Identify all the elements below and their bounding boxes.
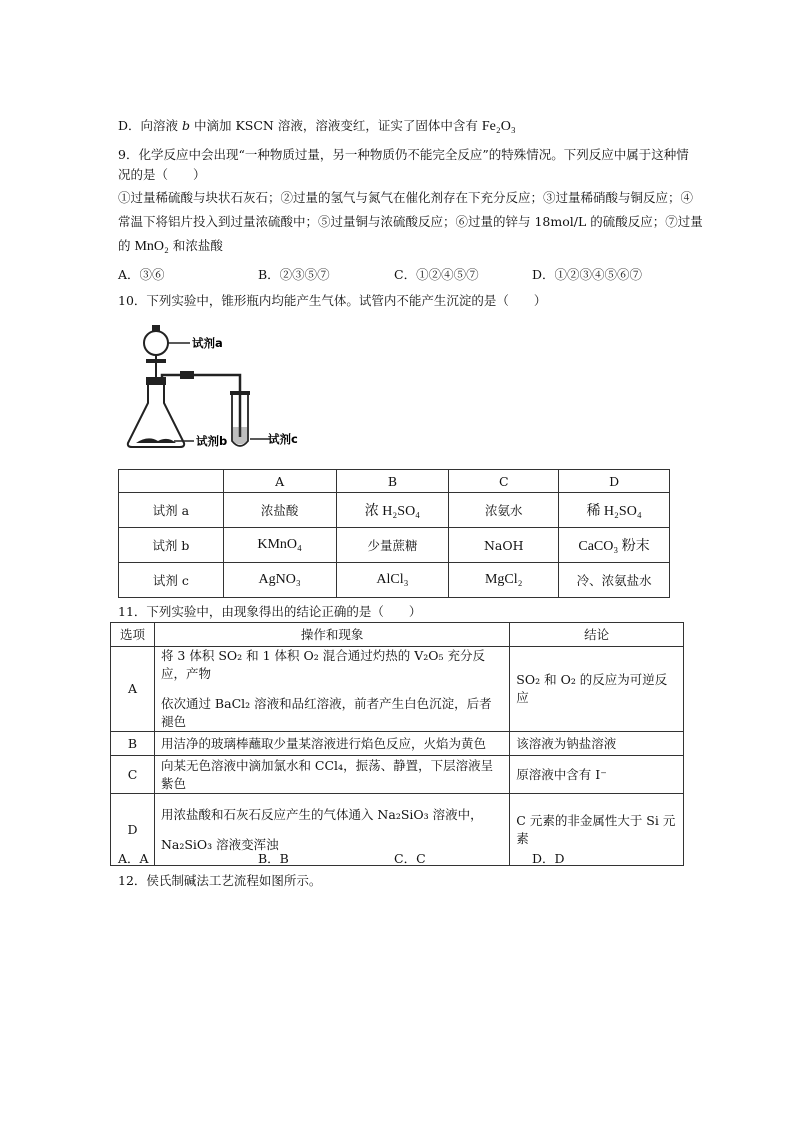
q9-items-line1: ①过量稀硫酸与块状石灰石；②过量的氢气与氮气在催化剂存在下充分反应；③过量稀硝酸与铜反应；④ (118, 190, 694, 205)
operation-line: 将 3 体积 SO₂ 和 1 体积 O₂ 混合通过灼热的 V₂O₅ 充分反应，产物 (160, 648, 485, 681)
table-cell: KMnO₄ (223, 528, 336, 563)
table-header-cell (119, 470, 224, 493)
operation-cell (154, 794, 509, 866)
table-header-cell: B (336, 470, 449, 493)
option-cell: D (111, 794, 155, 866)
conclusion-cell: C 元素的非金属性大于 Si 元素 (510, 794, 684, 866)
table-header-cell: 结论 (510, 623, 684, 647)
q8-option-d-formula: Fe₂O₃ (481, 119, 516, 134)
table-header-row (111, 623, 684, 647)
q11-option-c[interactable]: C．C (394, 851, 426, 866)
operation-cell: 向某无色溶液中滴加氯水和 CCl₄，振荡、静置，下层溶液呈紫色 (154, 756, 509, 794)
q11-option-d[interactable]: D．D (532, 851, 565, 866)
table-header-row (119, 470, 670, 493)
operation-cell: 用洁净的玻璃棒蘸取少量某溶液进行焰色反应，火焰为黄色 (154, 732, 509, 756)
q9-items-line3-formula: MnO₂ (134, 239, 169, 254)
label-reagent-c: 试剂c (268, 432, 298, 446)
q11-stem: 11．下列实验中，由现象得出的结论正确的是（ ） (118, 604, 422, 619)
q11-option-b[interactable]: B．B (258, 851, 289, 866)
table-row (111, 756, 684, 794)
table-cell: AlCl₃ (336, 563, 449, 598)
table-cell: 浓氨水 (449, 493, 559, 528)
q9-stem-line2: 况的是（ ） (118, 167, 206, 182)
q9-items-line2: 常温下将铝片投入到过量浓硫酸中；⑤过量铜与浓硫酸反应；⑥过量的锌与 18mol/L 的硫酸反应；⑦过量 (118, 214, 703, 229)
q11-option-a[interactable]: A．A (118, 851, 149, 866)
conclusion-cell: SO₂ 和 O₂ 的反应为可逆反应 (510, 647, 684, 732)
table-header-cell: D (559, 470, 670, 493)
operation-line: 依次通过 BaCl₂ 溶液和品红溶液，前者产生白色沉淀，后者褪色 (160, 696, 492, 729)
table-row (111, 647, 684, 732)
option-cell: A (111, 647, 155, 732)
table-cell: 浓 H₂SO₄ (336, 493, 449, 528)
table-header-cell: A (223, 470, 336, 493)
table-cell: AgNO₃ (223, 563, 336, 598)
option-cell: B (111, 732, 155, 756)
table-cell: 浓盐酸 (223, 493, 336, 528)
conclusion-cell: 原溶液中含有 I⁻ (510, 756, 684, 794)
conclusion-cell: 该溶液为钠盐溶液 (510, 732, 684, 756)
table-row (119, 493, 670, 528)
table-cell: MgCl₂ (449, 563, 559, 598)
table-row (119, 563, 670, 598)
table-header-cell: 操作和现象 (154, 623, 509, 647)
q11-experiment-table (110, 622, 684, 866)
option-cell: C (111, 756, 155, 794)
operation-line: Na₂SiO₃ 溶液变浑浊 (160, 836, 279, 852)
table-cell: 试剂 a (119, 493, 224, 528)
label-reagent-b: 试剂b (196, 434, 228, 448)
q9-option-d[interactable]: D．①②③④⑤⑥⑦ (532, 267, 643, 282)
q10-stem: 10．下列实验中，锥形瓶内均能产生气体。试管内不能产生沉淀的是（ ） (118, 293, 547, 308)
table-cell: 试剂 c (119, 563, 224, 598)
table-row (111, 732, 684, 756)
q8-option-d (118, 117, 516, 136)
q9-items-line3 (118, 237, 223, 256)
q8-option-d-var: b (182, 118, 191, 133)
q10-apparatus-diagram (118, 315, 312, 457)
table-cell: 试剂 b (119, 528, 224, 563)
table-cell: 冷、浓氨盐水 (559, 563, 670, 598)
table-cell: NaOH (449, 528, 559, 563)
table-cell: 少量蔗糖 (336, 528, 449, 563)
label-reagent-a: 试剂a (192, 336, 223, 350)
q9-option-a[interactable]: A．③⑥ (118, 267, 165, 282)
operation-cell (154, 647, 509, 732)
q10-reagent-table (118, 469, 670, 598)
q8-option-d-prefix: D．向溶液 (118, 118, 182, 133)
q9-stem-line1: 9．化学反应中会出现“一种物质过量，另一种物质仍不能完全反应”的特殊情况。下列反应中属于这种情 (118, 147, 689, 162)
table-header-cell: C (449, 470, 559, 493)
table-cell: CaCO₃ 粉末 (559, 528, 670, 563)
table-header-cell: 选项 (111, 623, 155, 647)
q9-items-line3-post: 和浓盐酸 (168, 238, 223, 253)
q8-option-d-text: 中滴加 KSCN 溶液，溶液变红，证实了固体中含有 (190, 118, 482, 133)
operation-line: 用浓盐酸和石灰石反应产生的气体通入 Na₂SiO₃ 溶液中， (160, 806, 483, 822)
q9-option-c[interactable]: C．①②④⑤⑦ (394, 267, 479, 282)
q12-stem: 12．侯氏制碱法工艺流程如图所示。 (118, 873, 322, 888)
q9-option-b[interactable]: B．②③⑤⑦ (258, 267, 330, 282)
table-row (119, 528, 670, 563)
table-cell: 稀 H₂SO₄ (559, 493, 670, 528)
q9-items-line3-pre: 的 (118, 238, 135, 253)
